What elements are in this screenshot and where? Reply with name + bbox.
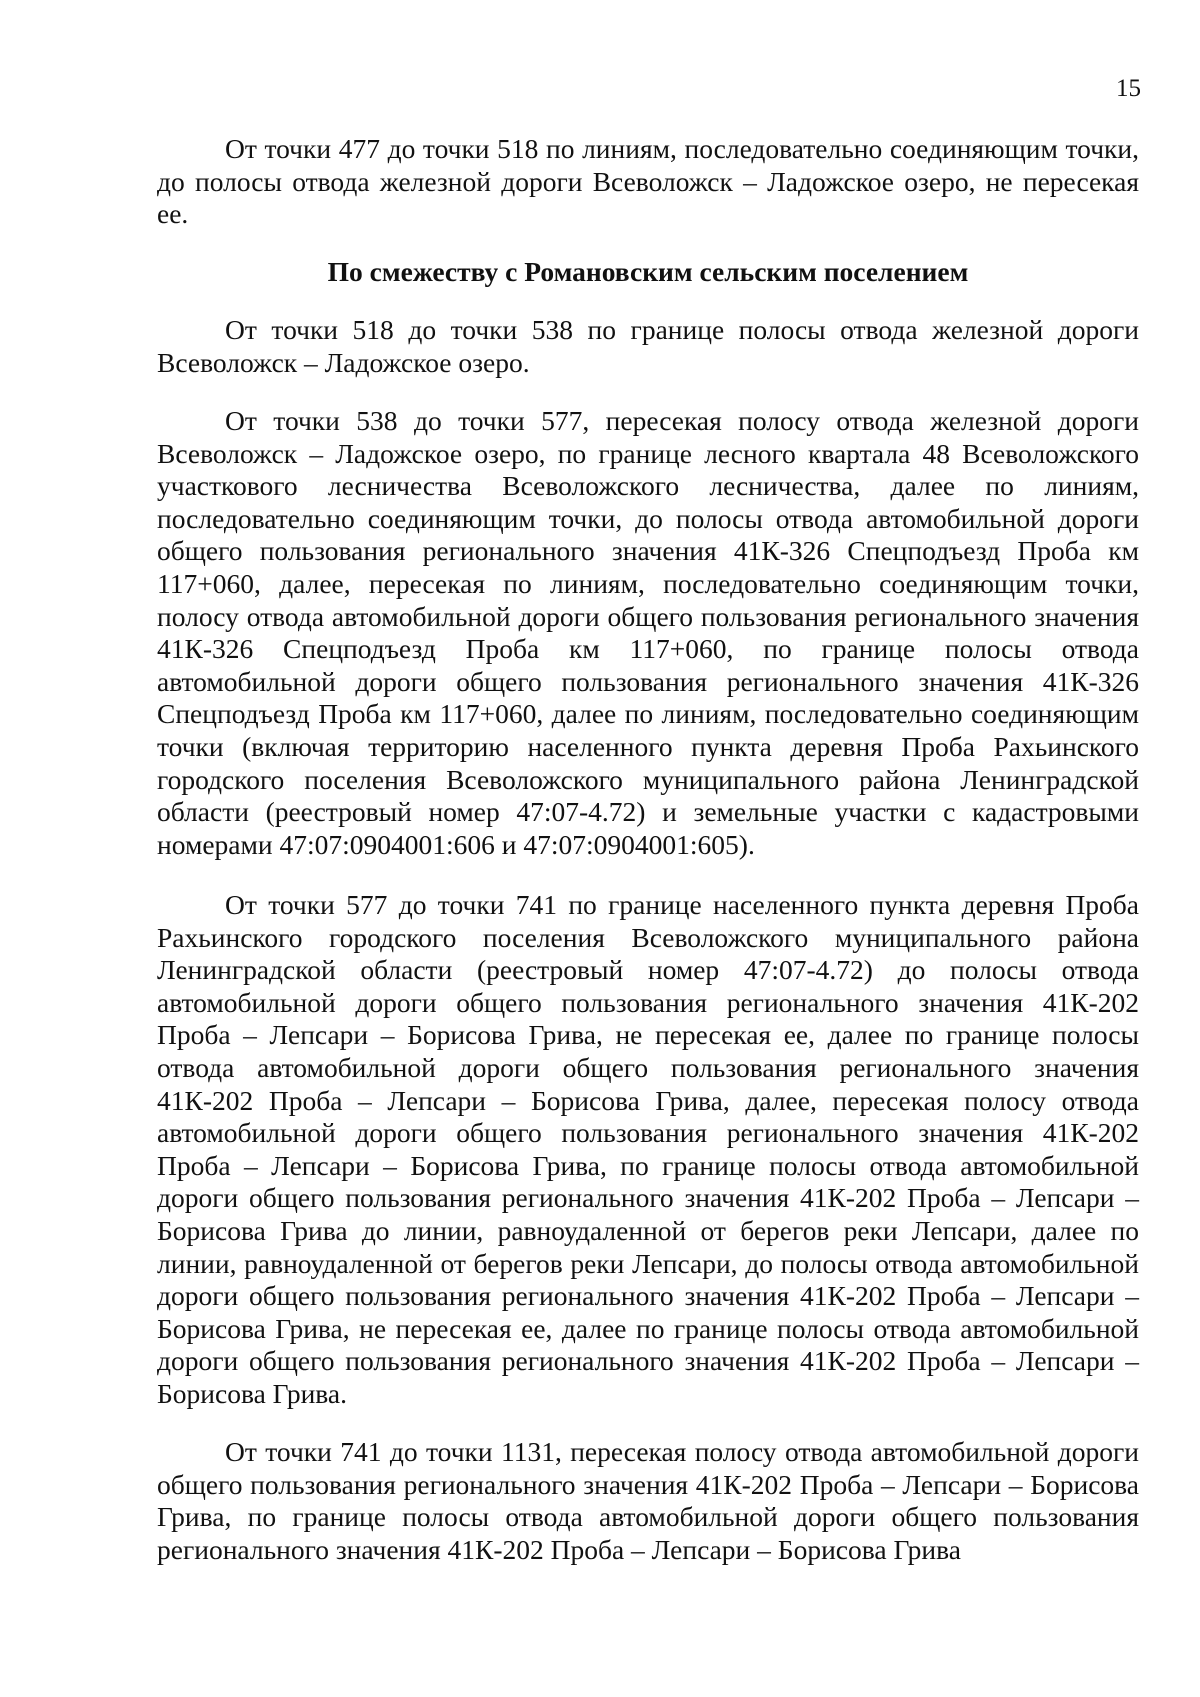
- paragraph-5: От точки 741 до точки 1131, пересекая полосу отвода автомобильной дороги общего пользования регионального значения 41К-202 Проба – Лепсари – Борисова Грива, по границе полосы отвода автомобильной дороги общего пользования регионального значения 41К-202 Проба – Лепсари – Борисова Грива: [157, 1436, 1139, 1565]
- section-heading: По смежеству с Романовским сельским поселением: [327, 256, 969, 287]
- paragraph-3: От точки 538 до точки 577, пересекая полосу отвода железной дороги Всеволожск – Ладожское озеро, по границе лесного квартала 48 Всеволожского участкового лесничества Всеволожского лесничества, далее по линиям, последовательно соединяющим точки, до полосы отвода автомобильной дороги общего пользования регионального значения 41К-326 Спецподъезд Проба км 117+060, далее, пересекая по линиям, последовательно соединяющим точки, полосу отвода автомобильной дороги общего пользования регионального значения 41К-326 Спецподъезд Проба км 117+060, по границе полосы отвода автомобильной дороги общего пользования регионального значения 41К-326 Спецподъезд Проба км 117+060, далее по линиям, последовательно соединяющим точки (включая территорию населенного пункта деревня Проба Рахьинского городского поселения Всеволожского муниципального района Ленинградской области (реестровый номер 47:07-4.72) и земельные участки с кадастровыми номерами 47:07:0904001:606 и 47:07:0904001:605).: [157, 405, 1139, 860]
- paragraph-4: От точки 577 до точки 741 по границе населенного пункта деревня Проба Рахьинского городского поселения Всеволожского муниципального района Ленинградской области (реестровый номер 47:07-4.72) до полосы отвода автомобильной дороги общего пользования регионального значения 41К-202 Проба – Лепсари – Борисова Грива, не пересекая ее, далее по границе полосы отвода автомобильной дороги общего пользования регионального значения 41К-202 Проба – Лепсари – Борисова Грива, далее, пересекая полосу отвода автомобильной дороги общего пользования регионального значения 41К-202 Проба – Лепсари – Борисова Грива, по границе полосы отвода автомобильной дороги общего пользования регионального значения 41К-202 Проба – Лепсари – Борисова Грива до линии, равноудаленной от берегов реки Лепсари, далее по линии, равноудаленной от берегов реки Лепсари, до полосы отвода автомобильной дороги общего пользования регионального значения 41К-202 Проба – Лепсари – Борисова Грива, не пересекая ее, далее по границе полосы отвода автомобильной дороги общего пользования регионального значения 41К-202 Проба – Лепсари – Борисова Грива.: [157, 889, 1139, 1409]
- page-number: 15: [1116, 75, 1141, 102]
- paragraph-2: От точки 518 до точки 538 по границе полосы отвода железной дороги Всеволожск – Ладожское озеро.: [157, 314, 1139, 378]
- paragraph-1: От точки 477 до точки 518 по линиям, последовательно соединяющим точки, до полосы отвода железной дороги Всеволожск – Ладожское озеро, не пересекая ее.: [157, 133, 1139, 230]
